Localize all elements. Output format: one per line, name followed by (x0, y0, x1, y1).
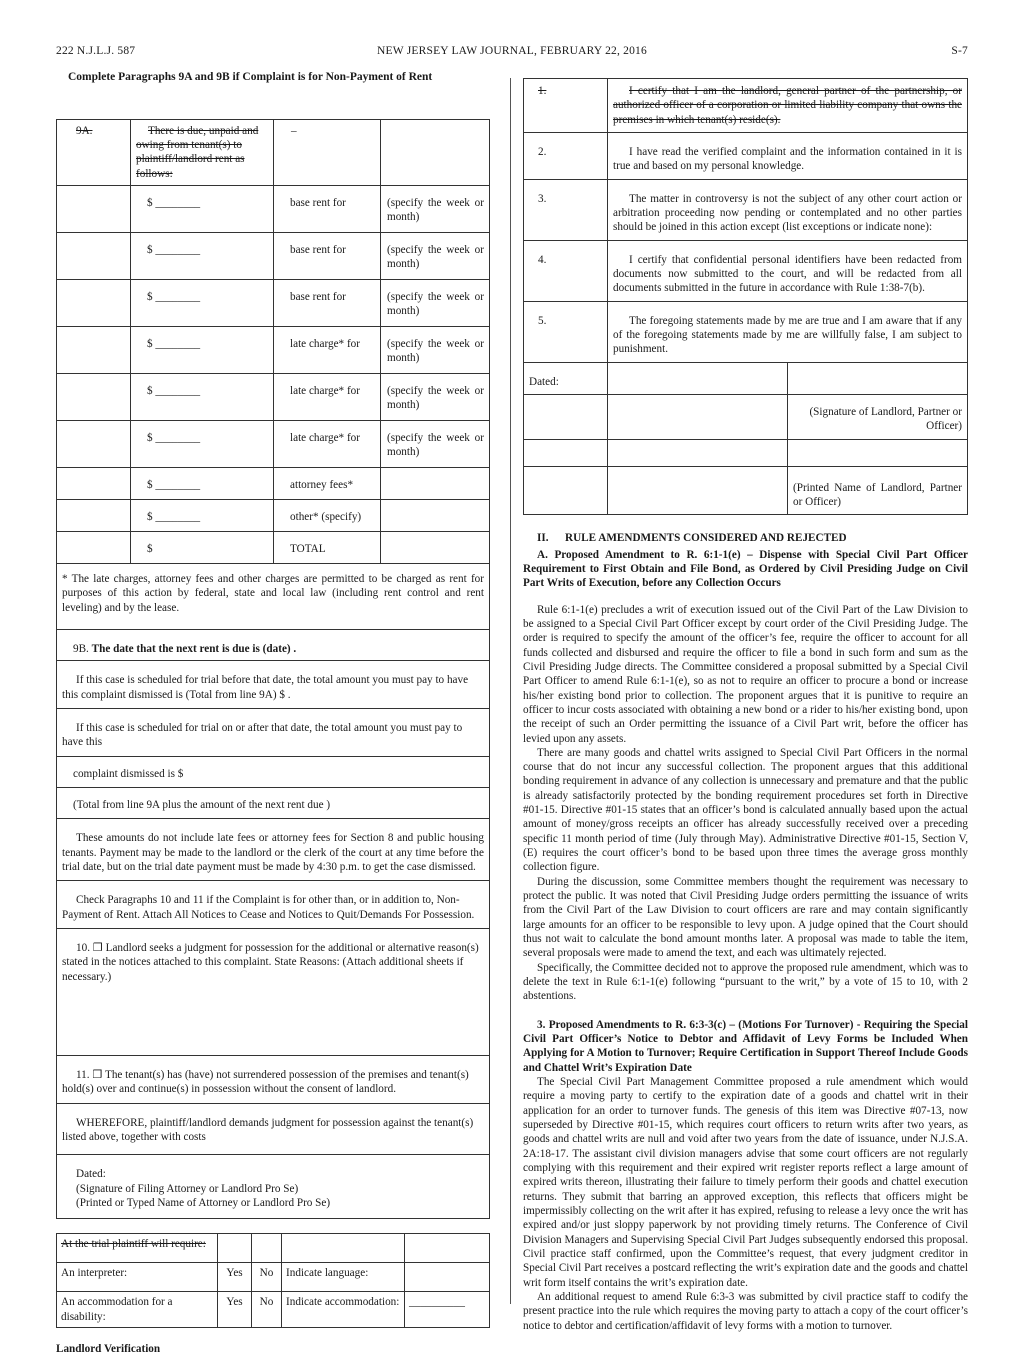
rent-description: late charge* for (274, 374, 381, 421)
rent-description: other* (specify) (274, 500, 381, 532)
certification-number: 2. (524, 132, 608, 179)
rent-description: late charge* for (274, 421, 381, 468)
interpreter-no-option[interactable]: No (252, 1263, 282, 1292)
paragraph-11[interactable]: 11. ❒ The tenant(s) has (have) not surrendered possession of the premises and tenant(s) hold(s) over and continue(s) in possession without the consent of landlord. (57, 1056, 489, 1104)
rent-description: base rent for (274, 280, 381, 327)
rent-period: (specify the week or month) (381, 327, 490, 374)
landlord-printed-name-line[interactable]: (Printed Name of Landlord, Partner or Officer) (788, 466, 968, 515)
certification-text: I certify that confidential personal identifiers have been redacted from documents now submitted to the court, and will be redacted from all documents submitted in the future in accordance with Rule 1:38-7(b). (608, 240, 968, 301)
blank-cell (608, 466, 788, 515)
rent-row-blank-cell (57, 374, 131, 421)
blank-cell (218, 1234, 252, 1263)
blank-cell (524, 466, 608, 515)
certification-text: I have read the verified complaint and the information contained in it is true and based on my personal knowledge. (608, 132, 968, 179)
rent-due-table (56, 119, 490, 564)
attorney-signature-line: (Signature of Filing Attorney or Landlord Pro Se) (76, 1182, 299, 1195)
rent-row-blank-cell (57, 532, 131, 564)
rent-row (57, 233, 490, 280)
accommodation-field[interactable]: __________ (405, 1292, 490, 1328)
rent-row-blank-cell (57, 421, 131, 468)
rent-amount[interactable]: $ ________ (131, 468, 274, 500)
trial-needs-heading-cell (57, 1234, 218, 1263)
rent-amount[interactable]: $ ________ (131, 421, 274, 468)
landlord-verification-heading: Landlord Verification (56, 1342, 161, 1355)
section-ii-title: RULE AMENDMENTS CONSIDERED AND REJECTED (565, 532, 847, 545)
certification-row (524, 179, 968, 240)
section-title-9a-9b: Complete Paragraphs 9A and 9B if Complaint is for Non-Payment of Rent (68, 71, 433, 83)
rent-total-row (57, 532, 490, 564)
rent-9a-label: 9A. (76, 124, 93, 137)
p9b-label: 9B. (73, 643, 92, 656)
complaint-dismissed-line: complaint dismissed is $ (57, 757, 489, 788)
charges-footnote: * The late charges, attorney fees and other charges are permitted to be charged as rent for purposes of this action by federal, state and local law (including rent control and rent leveling) and by the lease. (57, 564, 489, 630)
certification-row (524, 301, 968, 362)
attorney-printed-name-line: (Printed or Typed Name of Attorney or Landlord Pro Se) (76, 1196, 331, 1209)
next-rent-due-line (57, 630, 489, 661)
rent-amount[interactable]: $ ________ (131, 233, 274, 280)
certification-number: 5. (524, 301, 608, 362)
trial-after-text: If this case is scheduled for trial on or after that date, the total amount you must pay to have this (57, 709, 489, 757)
certification-text: The matter in controversy is not the subject of any other court action or arbitration proceeding now pending or contemplated and no other parties should be joined in this action except (list exceptions or indicate none): (608, 179, 968, 240)
rent-9a-dash: – (291, 124, 297, 137)
rent-amount[interactable]: $ ________ (131, 500, 274, 532)
rent-period (381, 532, 490, 564)
rent-9a-text-cell (131, 119, 274, 185)
language-label: Indicate language: (282, 1263, 405, 1292)
landlord-signature-line[interactable]: (Signature of Landlord, Partner or Officer) (788, 394, 968, 439)
header-citation: 222 N.J.L.J. 587 (56, 45, 136, 57)
left-column (56, 70, 490, 1356)
rent-period (381, 468, 490, 500)
blank-cell (608, 394, 788, 439)
landlord-signature-row (524, 394, 968, 439)
blank-cell (252, 1234, 282, 1263)
landlord-certification-table (523, 78, 968, 515)
trial-needs-heading: At the trial plaintiff will require: (61, 1238, 206, 1251)
attorney-signature-block (57, 1155, 489, 1218)
rent-amount[interactable]: $ ________ (131, 186, 274, 233)
item-a-paragraph: During the discussion, some Committee members thought the requirement was necessary to protect the public. It was noted that Civil Presiding Judge orders permitting the issuance of writs from the Civil Part of the Law Division to court officers are rare and may contain significantly large amounts for an officer to be responsible to levy upon. A judge opined that the Court should thus not wait to calculate the bond amount months later. A proposal was made to table the item, several proposals were made to amend the text, and each was ultimately rejected. (523, 875, 968, 960)
certification-row (524, 240, 968, 301)
rent-period: (specify the week or month) (381, 374, 490, 421)
rent-amount[interactable]: $ ________ (131, 327, 274, 374)
certification-row (524, 79, 968, 133)
certification-number: 1. (524, 79, 608, 133)
rent-row (57, 468, 490, 500)
rent-row (57, 186, 490, 233)
rent-description: late charge* for (274, 327, 381, 374)
rent-row (57, 280, 490, 327)
check-paragraphs-note: Check Paragraphs 10 and 11 if the Complaint is for other than, or in addition to, Non-Payment of Rent. Attach All Notices to Cease and Notices to Quit/Demands For Possession. (57, 881, 489, 929)
blank-row (524, 439, 968, 466)
rent-period: (specify the week or month) (381, 186, 490, 233)
rent-9a-label-cell (57, 119, 131, 185)
item-a-paragraph: There are many goods and chattel writs assigned to Special Civil Part Officers in the normal course that do not incur any successful collection. The proponent argues that this additional bonding requirement in advance of any collection is unnecessary and premature and that the public is already satisfactorily protected by the bonding requirement procedures set forth in Directive #01-15. Directive #01-15 states that an officer’s bond is calculated annually based upon the actual amount of money/gross receipts an officer has already successfully received over a preceding specific 11 month period of time (July through May). Administrative Directive #01-15, Section V, (E) requires the court officer’s bond to be based upon three times the average gross monthly collection figure. (523, 746, 968, 874)
rent-row (57, 374, 490, 421)
rent-period: (specify the week or month) (381, 280, 490, 327)
certification-text: The foregoing statements made by me are true and I am aware that if any of the foregoing statements made by me are willfully false, I am subject to punishment. (608, 301, 968, 362)
section-ii-heading (523, 531, 968, 545)
certification-text: I certify that I am the landlord, general partner of the partnership, or authorized officer of a corporation or limited liability company that owns the premises in which tenant(s) reside(s). (608, 79, 968, 133)
rent-row-blank-cell (57, 468, 131, 500)
blank-cell (405, 1234, 490, 1263)
blank-cell[interactable] (608, 362, 788, 394)
rent-row (57, 500, 490, 532)
landlord-printed-name-row (524, 466, 968, 515)
rent-due-heading-row (57, 119, 490, 185)
blank-cell (524, 394, 608, 439)
header-publication: NEW JERSEY LAW JOURNAL, FEBRUARY 22, 2016 (377, 45, 647, 57)
item-3-heading: 3. Proposed Amendments to R. 6:3-3(c) – (Motions For Turnover) - Requiring the Special Civil Part Officer’s Notice to Debtor and Affidavit of Levy Forms be Included When Applying for A Motion to Turnover; Require Certification in Support Thereof Include Goods and Chattel Writ’s Expiration Date (523, 1018, 968, 1074)
language-field[interactable] (405, 1263, 490, 1292)
item-a-paragraph: Specifically, the Committee decided not to approve the proposed rule amendment, which was to delete the text in Rule 6:1-1(e) following “pursuant to the writ,” by a vote of 15 to 10, with 2 abstentions. (523, 961, 968, 1003)
blank-cell (788, 362, 968, 394)
dated-label: Dated: (76, 1168, 106, 1181)
blank-cell (788, 439, 968, 466)
certification-row (524, 132, 968, 179)
item-a-paragraph: Rule 6:1-1(e) precludes a writ of execution issued out of the Civil Part of the Law Division to be assigned to a Special Civil Part Officer except by court order of the Civil Presiding Judge. The order is required to specify the amount of the officer’s fee, require the officer to account for all funds collected and disbursed and require the officer to file a bond in such form and sum as the Civil Presiding Judge directs. The Committee considered a proposal submitted by a Special Civil Part Officer to amend Rule 6:1-1(e), so as not to require an officer to procure a bond or increase his/her existing bond prior to collection. The proponent argues that it is punitive to require an officer to incur costs associated with obtaining a new bond or a rider to his/her existing bond, upon the receipt of such an Order permitting the issuance of a Civil Part writ, before the officer has levied upon any assets. (523, 603, 968, 745)
rent-period: (specify the week or month) (381, 233, 490, 280)
certification-number: 4. (524, 240, 608, 301)
rent-row (57, 421, 490, 468)
column-divider (510, 78, 511, 1304)
accommodation-label: An accommodation for a disability: (57, 1292, 218, 1328)
item-3-paragraph: The Special Civil Part Management Committee proposed a rule amendment which would require a moving party to certify to the expiration date of a goods and chattel writ in their application for an order to turnover funds. The genesis of this item was Directive #07-13, now superseded by Directive #01-15, which requires court officers to return writs after two years, as goods and chattel writs are null and void after two years from the date of issuance, under N.J.S.A. 2A:18-17. The assistant civil division managers advise that some court officers are not regularly complying with this requirement and their expired writ register reports reflect a large amount of expired writs thereon, illustrating their failure to timely perform their goods and chattel execution returns. They submit that barring an approved exception, this reflects that officers might be impermissibly collecting on the writ after it has expired, refusing to release a levy once the writ has expired and/or just sloppy paperwork by not providing timely returns. The Conference of Civil Division Managers and Supervising Special Civil Part Judges subsequently endorsed this proposal. Civil practice staff confirmed, upon the Committee’s request, that every judgment creditor in Special Civil Part receives a postcard reflecting the writ’s expiration date and the goods and chattel writ form itself contains the writ’s expiration date. (523, 1076, 968, 1289)
interpreter-label: An interpreter: (57, 1263, 218, 1292)
rent-row-blank-cell (57, 500, 131, 532)
accommodation-no-option[interactable]: No (252, 1292, 282, 1328)
paragraph-10[interactable]: 10. ❒ Landlord seeks a judgment for possession for the additional or alternative reason(s) stated in the notices attached to this complaint. State Reasons: (Attach additional sheets if necessary.) (57, 929, 489, 1056)
blank-cell (282, 1234, 405, 1263)
rent-9a-dash-cell (274, 119, 381, 185)
rent-amount[interactable]: $ ________ (131, 374, 274, 421)
rent-row (57, 327, 490, 374)
interpreter-yes-option[interactable]: Yes (218, 1263, 252, 1292)
rent-period (381, 500, 490, 532)
p9b-text: The date that the next rent is due is (date) . (91, 643, 297, 656)
rent-row-blank-cell (57, 280, 131, 327)
rent-amount[interactable]: $ ________ (131, 280, 274, 327)
rent-period: (specify the week or month) (381, 421, 490, 468)
section-ii-number: II. (537, 532, 549, 545)
rent-description: base rent for (274, 186, 381, 233)
landlord-dated-label: Dated: (524, 362, 608, 394)
blank-cell (524, 439, 608, 466)
total-from-line: (Total from line 9A plus the amount of the next rent due ) (57, 788, 489, 819)
trial-needs-heading-row (57, 1234, 490, 1263)
rent-row-blank-cell (57, 186, 131, 233)
item-3-paragraph: An additional request to amend Rule 6:3-3 was submitted by civil practice staff to codify the present practice into the rule which requires the moving party to attach a copy of the court officer’s notice to debtor and certification/affidavit of levy forms with a motion to turnover. (523, 1290, 968, 1332)
interpreter-row (57, 1263, 490, 1292)
rent-9a-text: There is due, unpaid and owing from tenant(s) to plaintiff/landlord rent as follows: (136, 124, 259, 180)
rent-row-blank-cell (57, 233, 131, 280)
blank-cell (608, 439, 788, 466)
dated-row (524, 362, 968, 394)
rent-description: base rent for (274, 233, 381, 280)
rent-total-label: TOTAL (274, 532, 381, 564)
rent-9a-empty-cell (381, 119, 490, 185)
rent-row-blank-cell (57, 327, 131, 374)
right-column (523, 78, 968, 1333)
amounts-note: These amounts do not include late fees or attorney fees for Section 8 and public housing tenants. Payment may be made to the landlord or the clerk of the court at any time before the trial date, but on the trial date payment must be made by 4:30 p.m. to get the case dismissed. (57, 819, 489, 881)
accommodation-row (57, 1292, 490, 1328)
rent-description: attorney fees* (274, 468, 381, 500)
accommodation-yes-option[interactable]: Yes (218, 1292, 252, 1328)
page-header (56, 44, 968, 58)
accommodation-indicate-label: Indicate accommodation: (282, 1292, 405, 1328)
rent-total-amount[interactable]: $ (131, 532, 274, 564)
certification-number: 3. (524, 179, 608, 240)
header-page-number: S-7 (951, 45, 968, 57)
trial-needs-table (56, 1233, 490, 1328)
item-a-heading: A. Proposed Amendment to R. 6:1-1(e) – Dispense with Special Civil Part Officer Requirement to First Obtain and File Bond, as Ordered by Civil Presiding Judge on Civil Part Writs of Execution, before any Collection Occurs (523, 548, 968, 590)
wherefore-clause: WHEREFORE, plaintiff/landlord demands judgment for possession against the tenant(s) listed above, together with costs (57, 1104, 489, 1156)
trial-before-text: If this case is scheduled for trial before that date, the total amount you must pay to have this complaint dismissed is (Total from line 9A) $ . (57, 661, 489, 709)
